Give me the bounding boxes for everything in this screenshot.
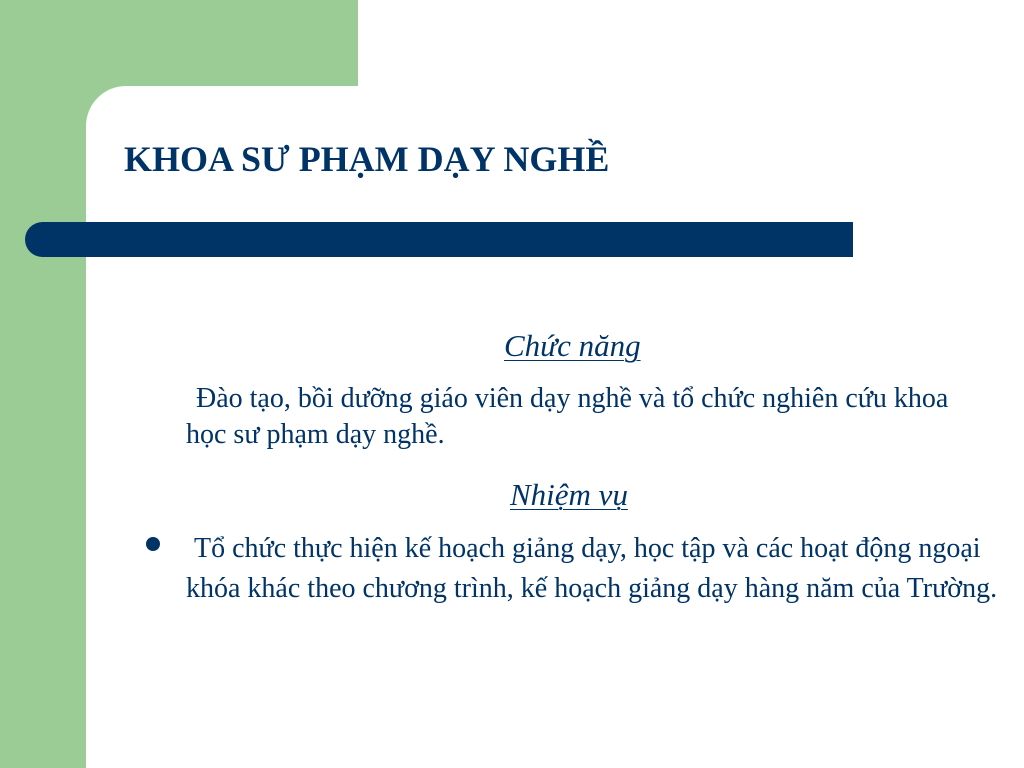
section-heading-chuc-nang: Chức năng: [504, 328, 641, 363]
bullet-dot-icon: [146, 537, 160, 551]
section-text-chuc-nang: Đào tạo, bồi dưỡng giáo viên dạy nghề và tổ chức nghiên cứu khoa học sư phạm dạy nghề.: [186, 383, 949, 450]
decorative-green-band-left: [0, 0, 86, 768]
slide-title: KHOA SƯ PHẠM DẠY NGHỀ: [124, 139, 610, 179]
section-heading-nhiem-vu: Nhiệm vụ: [510, 477, 628, 512]
bullet-text: Tổ chức thực hiện kế hoạch giảng dạy, học tập và các hoạt động ngoại khóa khác theo chương trình, kế hoạch giảng dạy hàng năm của Trường.: [186, 533, 998, 604]
title-underline-bar: [25, 222, 853, 257]
